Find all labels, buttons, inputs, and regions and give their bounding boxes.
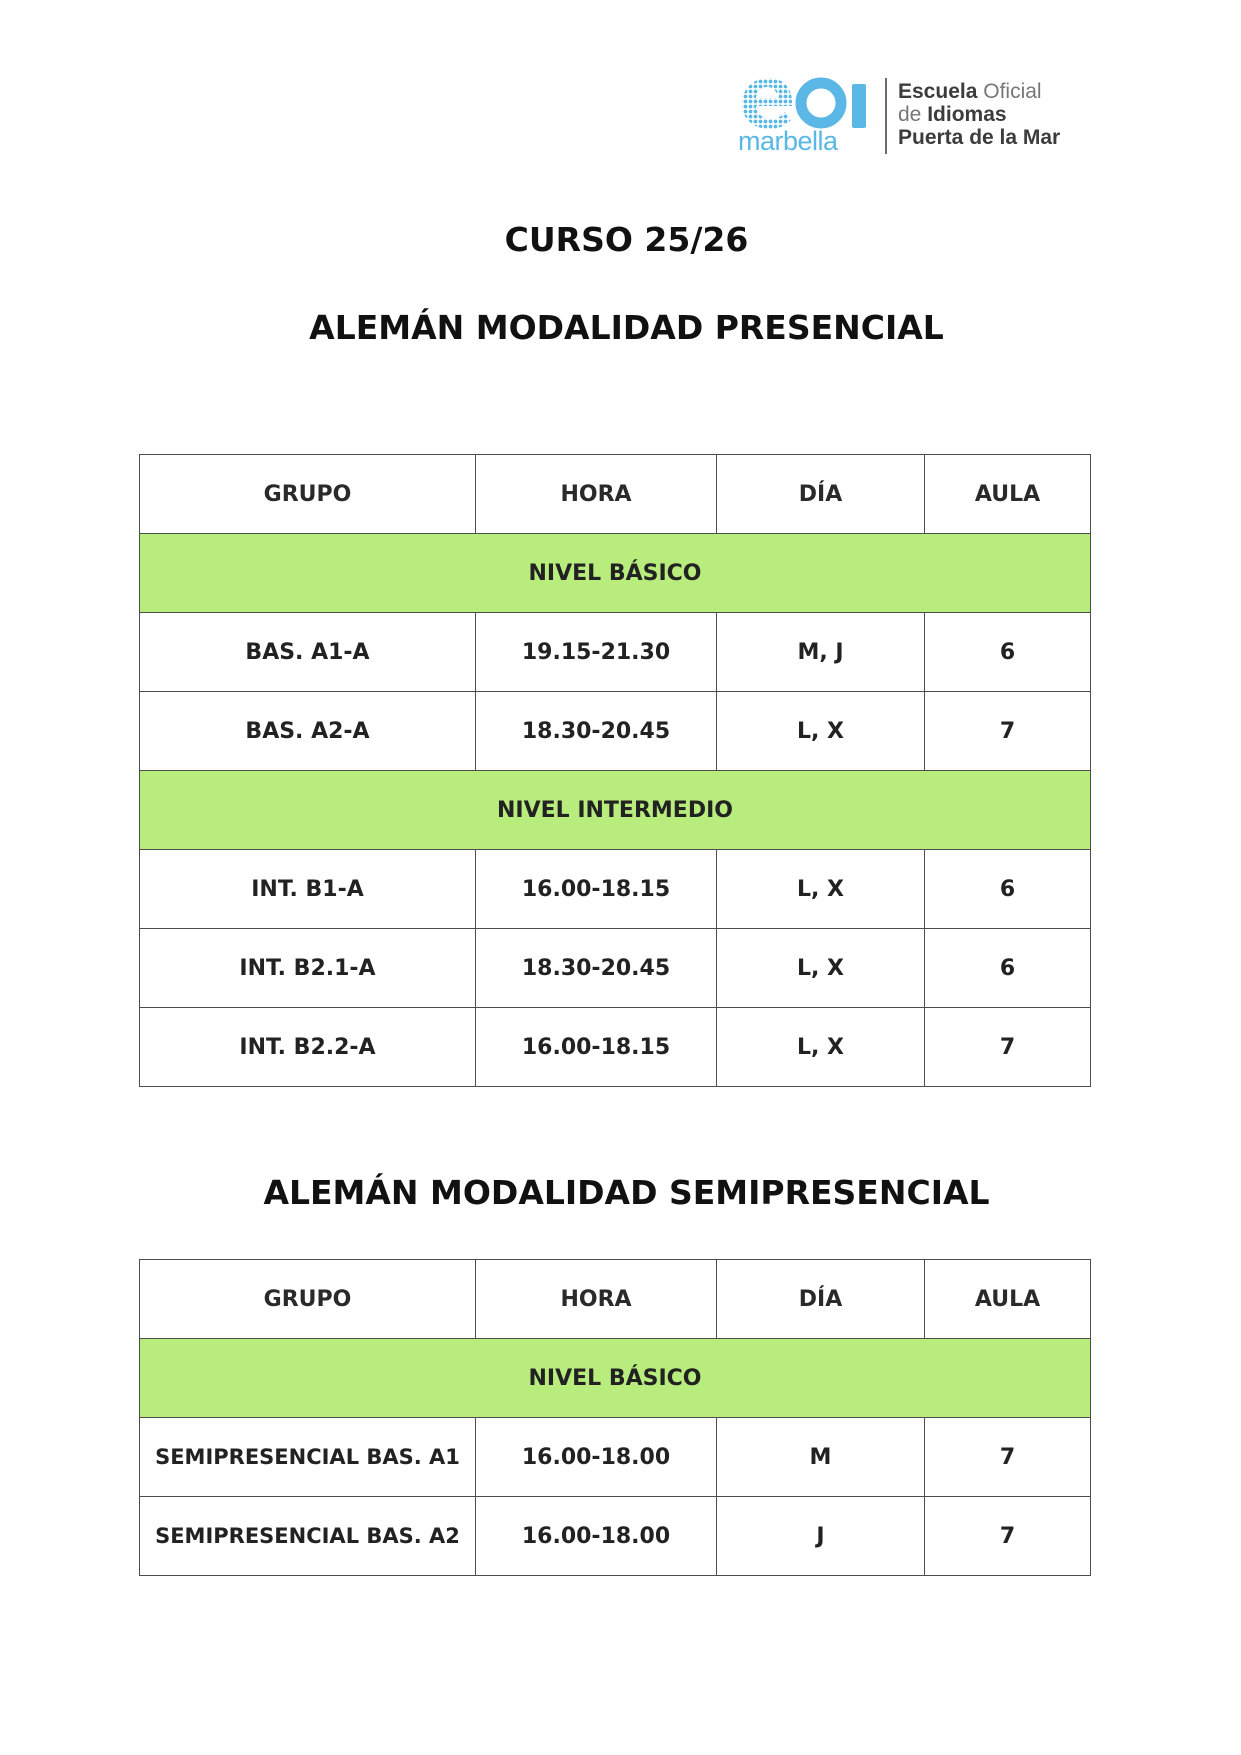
- table-header-row: [140, 455, 1091, 534]
- table-row: [140, 613, 1091, 692]
- table-row: [140, 1418, 1091, 1497]
- header-hora: HORA: [476, 455, 717, 534]
- course-title: CURSO 25/26: [504, 220, 749, 259]
- cell-hora: 18.30-20.45: [476, 692, 717, 771]
- table-row: [140, 929, 1091, 1008]
- logo-city-text: marbella: [738, 126, 838, 156]
- school-name-oficial: Oficial: [983, 80, 1042, 103]
- header-hora: HORA: [476, 1260, 717, 1339]
- cell-hora: 16.00-18.15: [476, 1008, 717, 1087]
- table-row: [140, 1497, 1091, 1576]
- cell-dia: L, X: [717, 850, 925, 929]
- level-row: [140, 771, 1091, 850]
- cell-grupo: INT. B2.1-A: [140, 929, 476, 1008]
- level-basico-label: NIVEL BÁSICO: [140, 534, 1091, 613]
- cell-dia: L, X: [717, 692, 925, 771]
- logo-divider: [885, 78, 887, 154]
- school-name-de: de: [898, 103, 922, 126]
- table-row: [140, 1008, 1091, 1087]
- cell-dia: L, X: [717, 1008, 925, 1087]
- school-name-escuela: Escuela: [898, 80, 978, 103]
- cell-grupo: INT. B1-A: [140, 850, 476, 929]
- cell-grupo: BAS. A1-A: [140, 613, 476, 692]
- school-logo: [738, 74, 1098, 160]
- header-grupo: GRUPO: [140, 1260, 476, 1339]
- semipresencial-schedule-table: [139, 1259, 1091, 1576]
- presencial-title: ALEMÁN MODALIDAD PRESENCIAL: [309, 308, 944, 347]
- cell-aula: 7: [925, 692, 1091, 771]
- header-dia: DÍA: [717, 1260, 925, 1339]
- cell-grupo: SEMIPRESENCIAL BAS. A1: [140, 1418, 476, 1497]
- cell-hora: 16.00-18.00: [476, 1497, 717, 1576]
- school-name-idiomas: Idiomas: [927, 103, 1007, 126]
- cell-dia: M, J: [717, 613, 925, 692]
- school-name: [898, 80, 1060, 149]
- cell-aula: 6: [925, 850, 1091, 929]
- level-row: [140, 1339, 1091, 1418]
- eoi-logo-mark: [738, 74, 874, 130]
- table-row: [140, 850, 1091, 929]
- cell-grupo: BAS. A2-A: [140, 692, 476, 771]
- semipresencial-title: ALEMÁN MODALIDAD SEMIPRESENCIAL: [263, 1173, 990, 1212]
- school-name-puerta: Puerta de la Mar: [898, 126, 1061, 149]
- cell-dia: J: [717, 1497, 925, 1576]
- cell-hora: 16.00-18.15: [476, 850, 717, 929]
- presencial-schedule-table: [139, 454, 1091, 1087]
- level-basico-label: NIVEL BÁSICO: [140, 1339, 1091, 1418]
- header-aula: AULA: [925, 455, 1091, 534]
- cell-hora: 16.00-18.00: [476, 1418, 717, 1497]
- cell-hora: 19.15-21.30: [476, 613, 717, 692]
- cell-grupo: SEMIPRESENCIAL BAS. A2: [140, 1497, 476, 1576]
- cell-dia: L, X: [717, 929, 925, 1008]
- header-dia: DÍA: [717, 455, 925, 534]
- table-header-row: [140, 1260, 1091, 1339]
- header-aula: AULA: [925, 1260, 1091, 1339]
- level-row: [140, 534, 1091, 613]
- cell-aula: 6: [925, 613, 1091, 692]
- cell-aula: 7: [925, 1418, 1091, 1497]
- cell-grupo: INT. B2.2-A: [140, 1008, 476, 1087]
- table-row: [140, 692, 1091, 771]
- header-grupo: GRUPO: [140, 455, 476, 534]
- cell-hora: 18.30-20.45: [476, 929, 717, 1008]
- cell-aula: 6: [925, 929, 1091, 1008]
- level-intermedio-label: NIVEL INTERMEDIO: [140, 771, 1091, 850]
- cell-aula: 7: [925, 1497, 1091, 1576]
- cell-aula: 7: [925, 1008, 1091, 1087]
- cell-dia: M: [717, 1418, 925, 1497]
